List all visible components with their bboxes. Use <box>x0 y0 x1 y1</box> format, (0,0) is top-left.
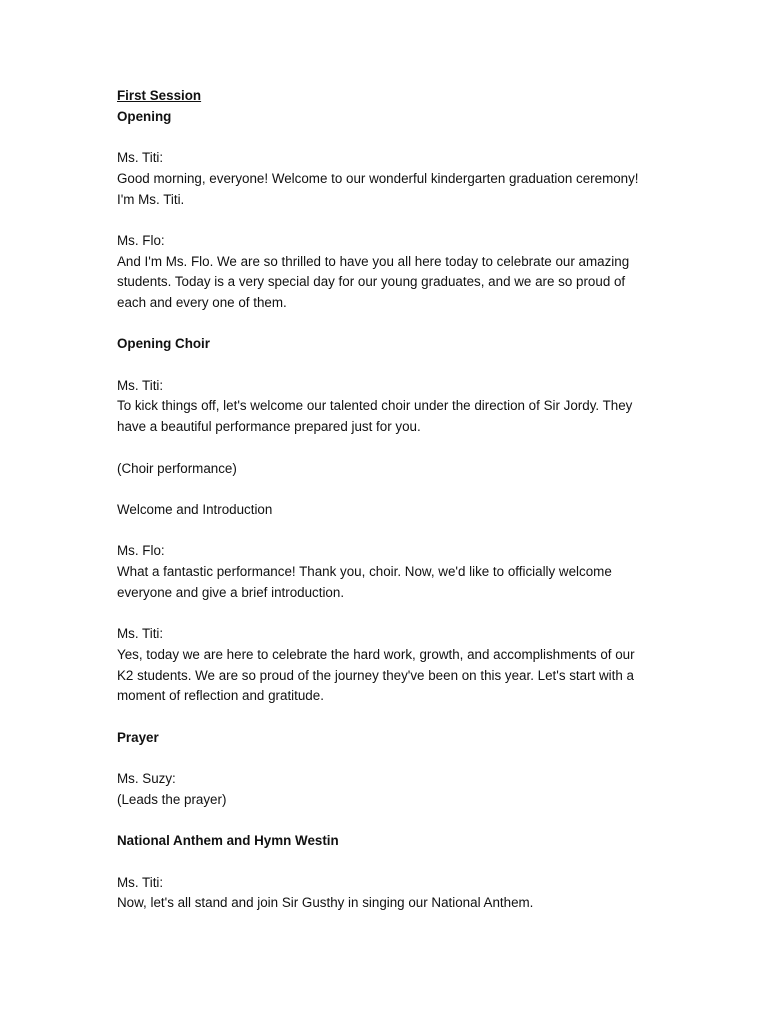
blank-line <box>117 603 652 624</box>
blank-line <box>117 314 652 335</box>
section-heading-prayer: Prayer <box>117 729 159 745</box>
blank-line <box>117 355 652 376</box>
stage-direction: (Choir performance) <box>117 460 237 476</box>
document-page <box>117 86 652 914</box>
blank-line <box>117 127 652 148</box>
blank-line <box>117 707 652 728</box>
speaker-label: Ms. Suzy: <box>117 771 176 787</box>
section-heading-welcome: Welcome and Introduction <box>117 501 273 517</box>
section-heading-anthem: National Anthem and Hymn Westin <box>117 833 339 849</box>
blank-line <box>117 479 652 500</box>
dialogue-text: Now, let's all stand and join Sir Gusthy in singing our National Anthem. <box>117 895 534 911</box>
blank-line <box>117 438 652 459</box>
section-heading-opening: Opening <box>117 108 172 124</box>
blank-line <box>117 521 652 542</box>
session-title: First Session <box>117 88 202 103</box>
blank-line <box>117 210 652 231</box>
speaker-label: Ms. Titi: <box>117 626 164 642</box>
speaker-label: Ms. Flo: <box>117 232 165 248</box>
blank-line <box>117 852 652 873</box>
dialogue-text: And I'm Ms. Flo. We are so thrilled to have you all here today to celebrate our amazing students. Today is a very special day for our young graduates, and we are so proud of each and every one of them. <box>117 253 630 310</box>
dialogue-text: To kick things off, let's welcome our talented choir under the direction of Sir Jordy. They have a beautiful performance prepared just for you. <box>117 398 633 435</box>
speaker-label: Ms. Titi: <box>117 150 164 166</box>
speaker-label: Ms. Titi: <box>117 874 164 890</box>
dialogue-text: Good morning, everyone! Welcome to our wonderful kindergarten graduation ceremony! I'm Ms. Titi. <box>117 170 639 207</box>
blank-line <box>117 748 652 769</box>
dialogue-text: Yes, today we are here to celebrate the hard work, growth, and accomplishments of our K2 students. We are so proud of the journey they've been on this year. Let's start with a moment of reflection and gratitude. <box>117 646 635 704</box>
section-heading-opening-choir: Opening Choir <box>117 336 210 352</box>
speaker-label: Ms. Flo: <box>117 543 165 559</box>
speaker-label: Ms. Titi: <box>117 377 164 393</box>
dialogue-text: What a fantastic performance! Thank you, choir. Now, we'd like to officially welcome everyone and give a brief introduction. <box>117 564 612 600</box>
blank-line <box>117 810 652 831</box>
stage-direction: (Leads the prayer) <box>117 791 227 807</box>
